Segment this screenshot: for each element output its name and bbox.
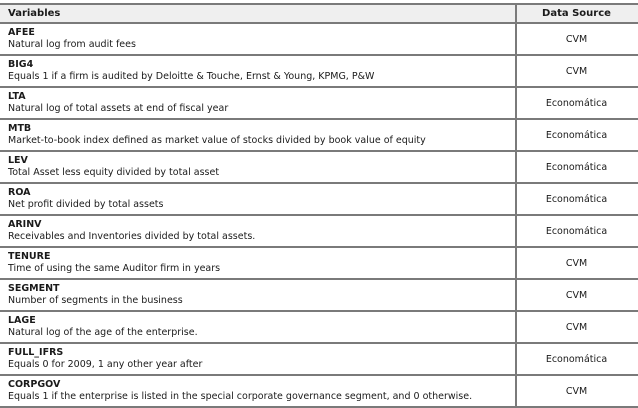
variable-name: BIG4 — [8, 59, 34, 70]
variable-description: Natural log of the age of the enterprise. — [8, 327, 198, 338]
data-source-cell: CVM — [565, 385, 588, 397]
variable-description: Total Asset less equity divided by total asset — [8, 167, 220, 178]
variable-cell — [0, 376, 517, 406]
variable-description: Net profit divided by total assets — [8, 199, 164, 210]
table-row — [0, 312, 638, 344]
table-header-row — [0, 5, 638, 24]
table-row — [0, 216, 638, 248]
variable-name: LAGE — [8, 315, 36, 326]
header-variables: Variables — [0, 5, 517, 22]
variable-description: Natural log from audit fees — [8, 39, 136, 50]
variables-table — [0, 3, 638, 408]
variable-cell — [0, 24, 517, 54]
data-source-cell: Economática — [545, 225, 608, 237]
variable-name: MTB — [8, 123, 32, 134]
table-row — [0, 24, 638, 56]
variable-name: AFEE — [8, 27, 35, 38]
table-row — [0, 152, 638, 184]
table-row — [0, 376, 638, 408]
data-source-cell: Economática — [545, 353, 608, 365]
table-row — [0, 120, 638, 152]
variable-cell — [0, 248, 517, 278]
variable-cell — [0, 56, 517, 86]
variable-cell — [0, 344, 517, 374]
variable-name: TENURE — [8, 251, 51, 262]
data-source-cell: Economática — [545, 161, 608, 173]
variable-description: Number of segments in the business — [8, 295, 183, 306]
table-row — [0, 56, 638, 88]
table-row — [0, 280, 638, 312]
table-row — [0, 344, 638, 376]
variable-description: Equals 1 if a firm is audited by Deloitte & Touche, Ernst & Young, KPMG, P&W — [8, 71, 375, 82]
data-source-cell: Economática — [545, 97, 608, 109]
variable-description: Equals 0 for 2009, 1 any other year after — [8, 359, 203, 370]
variable-cell — [0, 216, 517, 246]
data-source-cell: Economática — [545, 129, 608, 141]
variable-cell — [0, 184, 517, 214]
data-source-cell: CVM — [565, 65, 588, 77]
data-source-cell: CVM — [565, 289, 588, 301]
variable-name: LEV — [8, 155, 28, 166]
variable-name: SEGMENT — [8, 283, 60, 294]
variable-name: ROA — [8, 187, 31, 198]
variable-cell — [0, 312, 517, 342]
variable-cell — [0, 280, 517, 310]
variable-description: Market-to-book index defined as market value of stocks divided by book value of equity — [8, 135, 426, 146]
variable-description: Equals 1 if the enterprise is listed in the special corporate governance segment, and 0 otherwise. — [8, 391, 473, 402]
table-row — [0, 248, 638, 280]
variable-name: CORPGOV — [8, 379, 61, 390]
data-source-cell: CVM — [565, 321, 588, 333]
table-row — [0, 184, 638, 216]
variable-cell — [0, 120, 517, 150]
data-source-cell: CVM — [565, 257, 588, 269]
data-source-cell: CVM — [565, 33, 588, 45]
variable-cell — [0, 152, 517, 182]
variable-name: ARINV — [8, 219, 42, 230]
variable-name: LTA — [8, 91, 26, 102]
header-data-source: Data Source — [542, 8, 611, 19]
table-row — [0, 88, 638, 120]
variable-description: Time of using the same Auditor firm in years — [8, 263, 221, 274]
data-source-cell: Economática — [545, 193, 608, 205]
variable-description: Natural log of total assets at end of fiscal year — [8, 103, 229, 114]
variable-cell — [0, 88, 517, 118]
variable-name: FULL_IFRS — [8, 347, 64, 358]
variable-description: Receivables and Inventories divided by total assets. — [8, 231, 256, 242]
